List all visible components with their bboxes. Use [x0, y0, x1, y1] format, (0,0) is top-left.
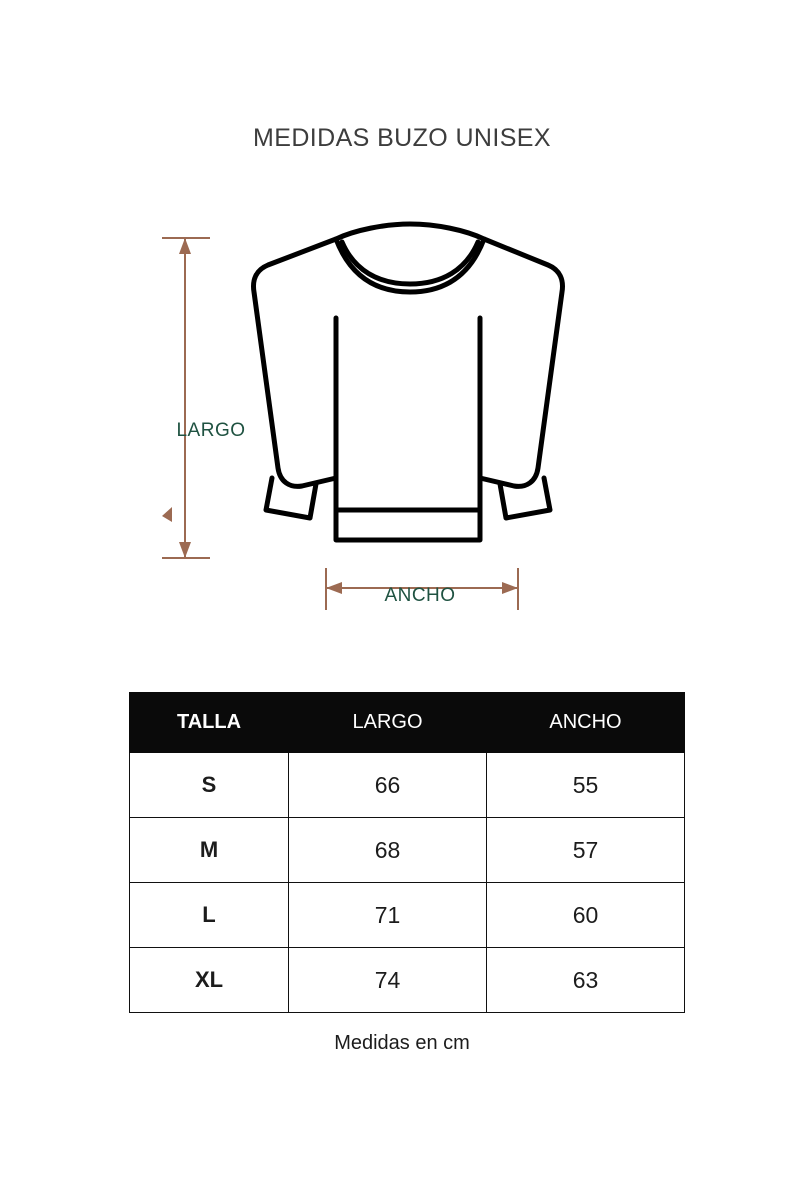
cell-largo: 66 [289, 753, 487, 818]
cell-ancho: 63 [487, 948, 685, 1013]
page-title: MEDIDAS BUZO UNISEX [253, 124, 551, 152]
cell-ancho: 57 [487, 818, 685, 883]
sweatshirt-icon [254, 224, 563, 540]
cell-ancho: 60 [487, 883, 685, 948]
largo-dimension-line [162, 238, 210, 558]
size-table [129, 692, 685, 1013]
table-row [130, 753, 685, 818]
cell-ancho: 55 [487, 753, 685, 818]
table-header-row [130, 693, 685, 753]
cell-talla: L [130, 883, 289, 948]
ancho-label: ANCHO [384, 585, 456, 606]
largo-label: LARGO [176, 420, 246, 441]
units-footnote: Medidas en cm [334, 1032, 470, 1054]
cell-talla: M [130, 818, 289, 883]
table-row [130, 883, 685, 948]
cell-largo: 71 [289, 883, 487, 948]
header-ancho: ANCHO [487, 693, 685, 753]
cell-largo: 68 [289, 818, 487, 883]
cell-talla: XL [130, 948, 289, 1013]
table-row [130, 818, 685, 883]
header-largo: LARGO [289, 693, 487, 753]
cell-largo: 74 [289, 948, 487, 1013]
table-row [130, 948, 685, 1013]
header-talla: TALLA [130, 693, 289, 753]
cell-talla: S [130, 753, 289, 818]
